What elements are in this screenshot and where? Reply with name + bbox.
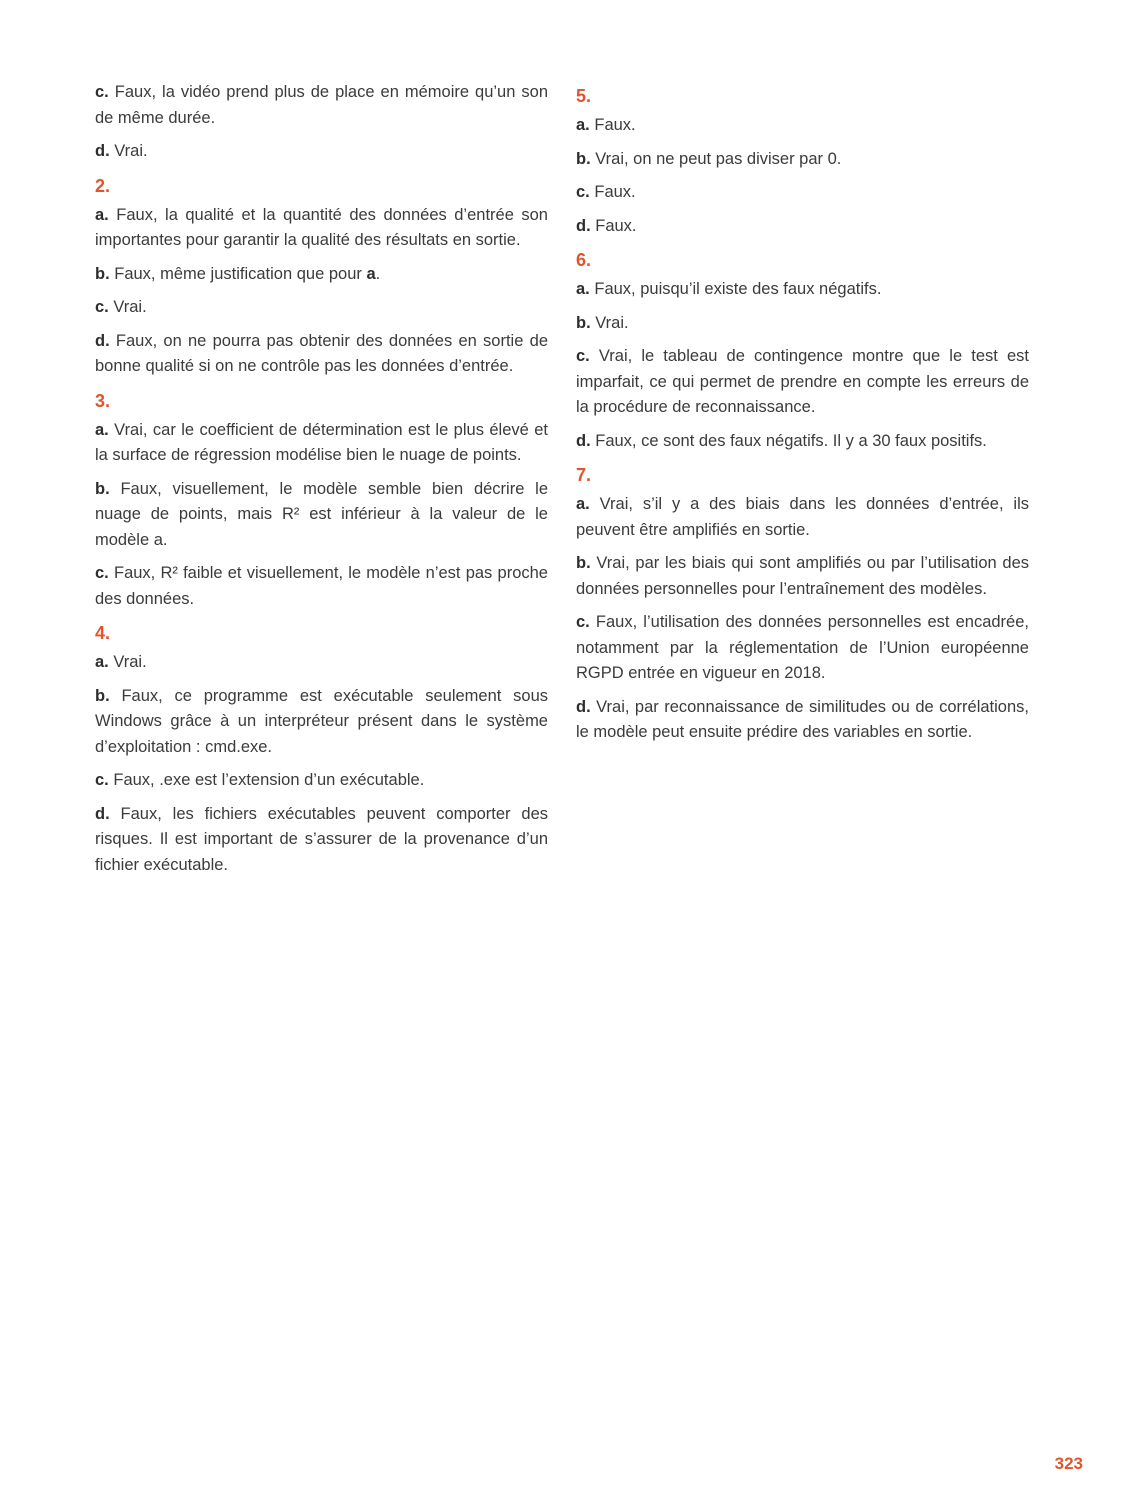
answer-item [95, 139, 548, 165]
answer-text: Faux, .exe est l’extension d’un exécutable. [113, 771, 425, 789]
answer-item [95, 684, 548, 761]
answer-text: Faux, R² faible et visuellement, le modèle n’est pas proche des données. [95, 564, 548, 608]
question-number: 6. [576, 250, 592, 270]
answer-letter: b. [576, 554, 597, 572]
answer-item [576, 551, 1029, 602]
answer-letter: c. [576, 613, 596, 631]
answer-item [95, 418, 548, 469]
answer-item [576, 214, 1029, 240]
answer-item [95, 203, 548, 254]
answer-text: Faux. [594, 116, 636, 134]
answer-item [576, 311, 1029, 337]
answer-text: Vrai, le tableau de contingence montre que le test est imparfait, ce qui permet de prendre en compte les erreurs de la procédure de reconnaissance. [576, 347, 1029, 416]
answer-letter: d. [95, 142, 115, 160]
answer-item [576, 113, 1029, 139]
question-number: 2. [95, 175, 111, 196]
answer-item [95, 650, 548, 676]
answer-text: Faux, on ne pourra pas obtenir des données en sortie de bonne qualité si on ne contrôle pas les données d’entrée. [95, 331, 548, 375]
answer-text: Vrai, car le coefficient de détermination est le plus élevé et la surface de régression modélise bien le nuage de points. [95, 420, 548, 464]
answer-text: . [375, 264, 381, 283]
answer-letter: c. [95, 83, 115, 101]
answer-text: Faux, visuellement, le modèle semble bien décrire le nuage de points, mais R² est inférieur à la valeur de le modèle a. [95, 479, 548, 549]
answer-item [576, 344, 1029, 421]
answer-text: Vrai. [595, 313, 629, 332]
answer-letter: d. [576, 697, 597, 716]
answer-item [576, 180, 1029, 206]
answer-item [576, 147, 1029, 173]
answer-letter: a. [95, 420, 115, 439]
answer-text: Faux, puisqu’il existe des faux négatifs. [594, 280, 882, 298]
answer-text: Vrai. [114, 142, 148, 160]
answer-item [95, 329, 548, 380]
page-number: 323 [1054, 1454, 1083, 1473]
question-number: 5. [576, 86, 592, 106]
answer-letter: a. [576, 280, 595, 298]
answer-letter: a. [576, 116, 595, 134]
answer-letter: c. [576, 183, 595, 201]
answer-letter: b. [95, 479, 121, 498]
answers-column-right [576, 80, 1029, 886]
answer-item [576, 277, 1029, 303]
answer-letter: c. [576, 347, 599, 365]
answer-text: Faux. [594, 183, 636, 201]
answer-item [95, 295, 548, 321]
question-number: 4. [95, 623, 111, 643]
answer-letter: a. [95, 653, 114, 671]
answer-item [95, 477, 548, 554]
answer-text: Vrai. [113, 653, 147, 671]
answer-text: Faux, ce programme est exécutable seulement sous Windows grâce à un interpréteur présent dans le système d’exploitation : cmd.exe. [95, 686, 549, 756]
answer-text: Vrai, par reconnaissance de similitudes ou de corrélations, le modèle peut ensuite prédire des variables en sortie. [576, 697, 1029, 741]
answer-text: Faux, les fichiers exécutables peuvent comporter des risques. Il est important de s’assurer de la provenance d’un fichier exécutable. [95, 804, 548, 874]
answers-columns [95, 80, 1030, 886]
answer-item [95, 262, 548, 288]
answer-text: Vrai, on ne peut pas diviser par 0. [595, 149, 842, 168]
answer-text-bold: a [366, 264, 376, 283]
answer-letter: d. [95, 331, 116, 350]
question-number: 3. [95, 390, 111, 411]
answer-letter: d. [95, 804, 121, 823]
answer-letter: b. [95, 264, 115, 283]
answer-letter: c. [95, 564, 114, 582]
answer-item [95, 80, 548, 131]
answer-item [95, 768, 548, 794]
answer-text: Vrai, par les biais qui sont amplifiés ou par l’utilisation des données personnelles pour l’entraînement des modèles. [576, 554, 1030, 598]
answer-text: Faux, la qualité et la quantité des données d’entrée son importantes pour garantir la qualité des résultats en sortie. [95, 205, 548, 249]
answer-item [576, 429, 1029, 455]
answer-item [576, 492, 1029, 543]
answer-text: Faux, même justification que pour [114, 264, 367, 283]
answer-letter: b. [576, 313, 596, 332]
answer-item [95, 561, 548, 612]
answer-text: Vrai, s’il y a des biais dans les données d’entrée, ils peuvent être amplifiés en sortie. [576, 495, 1029, 539]
answer-text: Faux, la vidéo prend plus de place en mémoire qu’un son de même durée. [95, 83, 548, 127]
question-number: 7. [576, 465, 592, 485]
answer-letter: c. [95, 771, 114, 789]
answer-letter: a. [95, 205, 117, 224]
answer-letter: d. [576, 216, 596, 235]
answer-item [576, 610, 1029, 687]
answer-text: Faux. [595, 216, 637, 235]
answer-letter: b. [576, 149, 596, 168]
answer-text: Faux, l’utilisation des données personnelles est encadrée, notamment par la réglementation de l’Union européenne RGPD entrée en vigueur en 2018. [576, 613, 1029, 682]
answer-letter: d. [576, 431, 596, 450]
answer-letter: b. [95, 686, 122, 705]
answer-letter: a. [576, 495, 600, 513]
answers-column-left [95, 80, 548, 886]
answer-item [576, 695, 1029, 746]
answer-text: Faux, ce sont des faux négatifs. Il y a 30 faux positifs. [595, 431, 987, 450]
answer-text: Vrai. [113, 298, 147, 316]
answer-letter: c. [95, 298, 114, 316]
answer-item [95, 802, 548, 879]
